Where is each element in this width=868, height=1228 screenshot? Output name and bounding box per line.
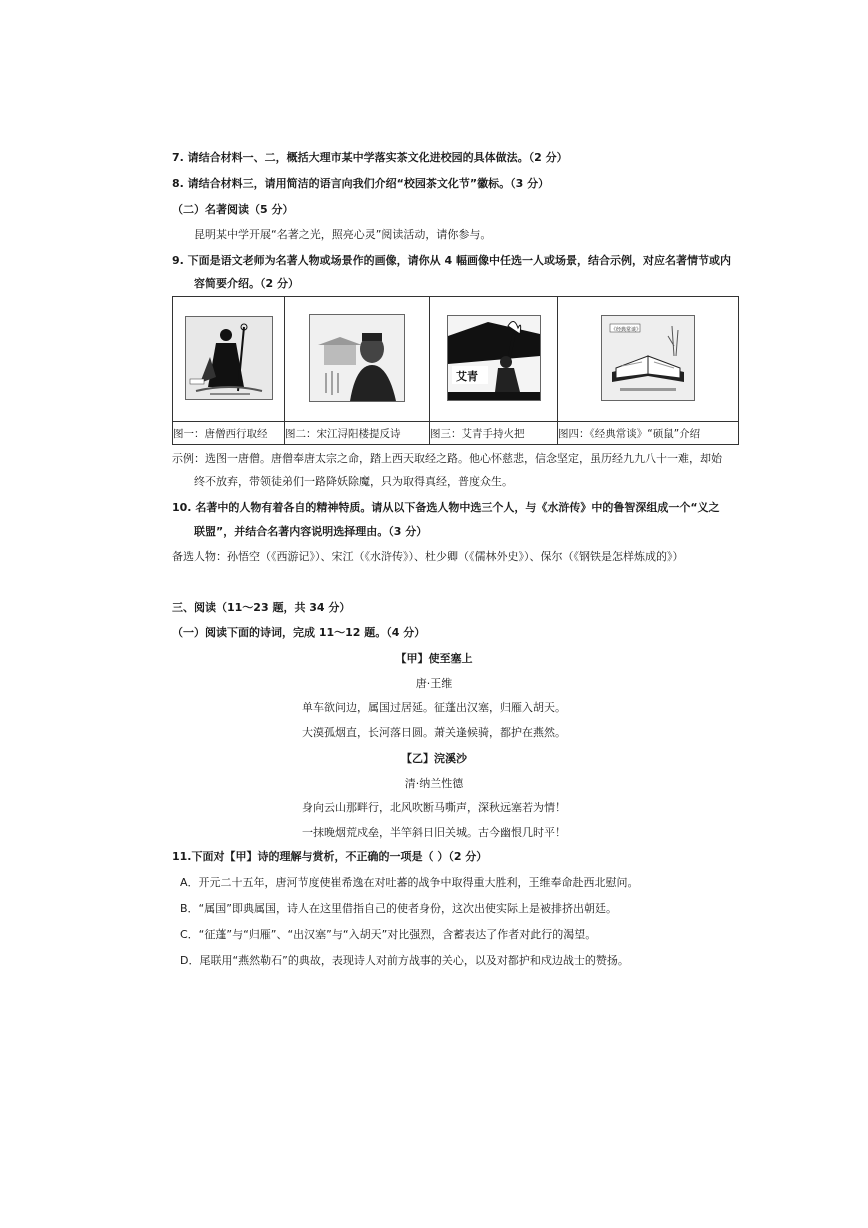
option-a: A．开元二十五年，唐河节度使崔希逸在对吐蕃的战争中取得重大胜利，王维奉命赴西北慰问。 (180, 876, 639, 889)
caption-image-2: 图二：宋江浔阳楼提反诗 (285, 422, 430, 445)
option-c: C．“征蓬”与“归雁”、“出汉塞”与“入胡天”对比强烈，含蓄表达了作者对此行的渴望。 (180, 928, 597, 941)
option-d: D．尾联用“燕然勒石”的典故，表现诗人对前方战事的关心，以及对都护和戍边战士的赞扬。 (180, 954, 629, 967)
poem-1-author: 唐·王维 (415, 677, 453, 690)
example-line-1: 示例：选图一唐僧。唐僧奉唐太宗之命，踏上西天取经之路。他心怀慈悲，信念坚定，虽历经九九八十一难，却始 (172, 452, 722, 465)
poem-1-title: 【甲】使至塞上 (395, 652, 473, 665)
question-7: 7. 请结合材料一、二，概括大理市某中学落实茶文化进校园的具体做法。（2 分） (172, 151, 568, 164)
question-8: 8. 请结合材料三，请用简洁的语言向我们介绍“校园茶文化节”徽标。（3 分） (172, 177, 550, 190)
section-2-intro: 昆明某中学开展“名著之光，照亮心灵”阅读活动，请你参与。 (194, 228, 492, 241)
poem-2-title: 【乙】浣溪沙 (401, 752, 467, 765)
poem-2-line-2: 一抹晚烟荒戍垒，半竿斜日旧关城。古今幽恨几时平！ (302, 826, 566, 839)
question-11: 11.下面对【甲】诗的理解与赏析，不正确的一项是（ ）（2 分） (172, 850, 488, 863)
classic-talks-label: 《经典常谈》 (611, 326, 642, 333)
question-10-line-2: 联盟”，并结合名著内容说明选择理由。（3 分） (194, 525, 428, 538)
section-3-subtitle: （一）阅读下面的诗词，完成 11～12 题。（4 分） (172, 626, 426, 639)
tang-monk-portrait (185, 316, 273, 400)
question-10-line-1: 10. 名著中的人物有着各自的精神特质。请从以下备选人物中选三个人，与《水浒传》中的鲁智深组成一个“义之 (172, 501, 720, 514)
ai-qing-torch-image (447, 315, 541, 401)
song-jiang-portrait (309, 314, 405, 402)
portrait-table (172, 296, 739, 445)
caption-image-4: 图四：《经典常谈》“硕鼠”介绍 (558, 422, 739, 445)
example-line-2: 终不放弃，带领徒弟们一路降妖除魔，只为取得真经，普度众生。 (194, 475, 513, 488)
image-cell-1 (173, 297, 285, 422)
poem-1-line-2: 大漠孤烟直，长河落日圆。萧关逢候骑，都护在燕然。 (302, 726, 566, 739)
poem-2-line-1: 身向云山那畔行，北风吹断马嘶声，深秋远塞若为情！ (302, 801, 566, 814)
option-b: B．“属国”即典属国，诗人在这里借指自己的使者身份，这次出使实际上是被排挤出朝廷。 (180, 902, 617, 915)
classic-talks-book-image (601, 315, 695, 401)
candidate-characters: 备选人物：孙悟空（《西游记》）、宋江（《水浒传》）、杜少卿（《儒林外史》）、保尔（《钢铁是怎样炼成的》） (172, 550, 684, 563)
image-cell-3 (430, 297, 558, 422)
question-9-line-2: 容简要介绍。（2 分） (194, 277, 299, 290)
ai-qing-label: 艾青 (455, 369, 478, 383)
poem-1-line-1: 单车欲问边，属国过居延。征蓬出汉塞，归雁入胡天。 (302, 701, 566, 714)
section-2-title: （二）名著阅读（5 分） (172, 203, 294, 216)
poem-2-author: 清·纳兰性德 (404, 777, 464, 790)
caption-image-3: 图三：艾青手持火把 (430, 422, 558, 445)
image-cell-2 (285, 297, 430, 422)
caption-image-1: 图一：唐僧西行取经 (173, 422, 285, 445)
question-9-line-1: 9. 下面是语文老师为名著人物或场景作的画像，请你从 4 幅画像中任选一人或场景，结合示例，对应名著情节或内 (172, 254, 731, 267)
image-cell-4 (558, 297, 739, 422)
section-3-title: 三、阅读（11～23 题，共 34 分） (172, 601, 351, 614)
